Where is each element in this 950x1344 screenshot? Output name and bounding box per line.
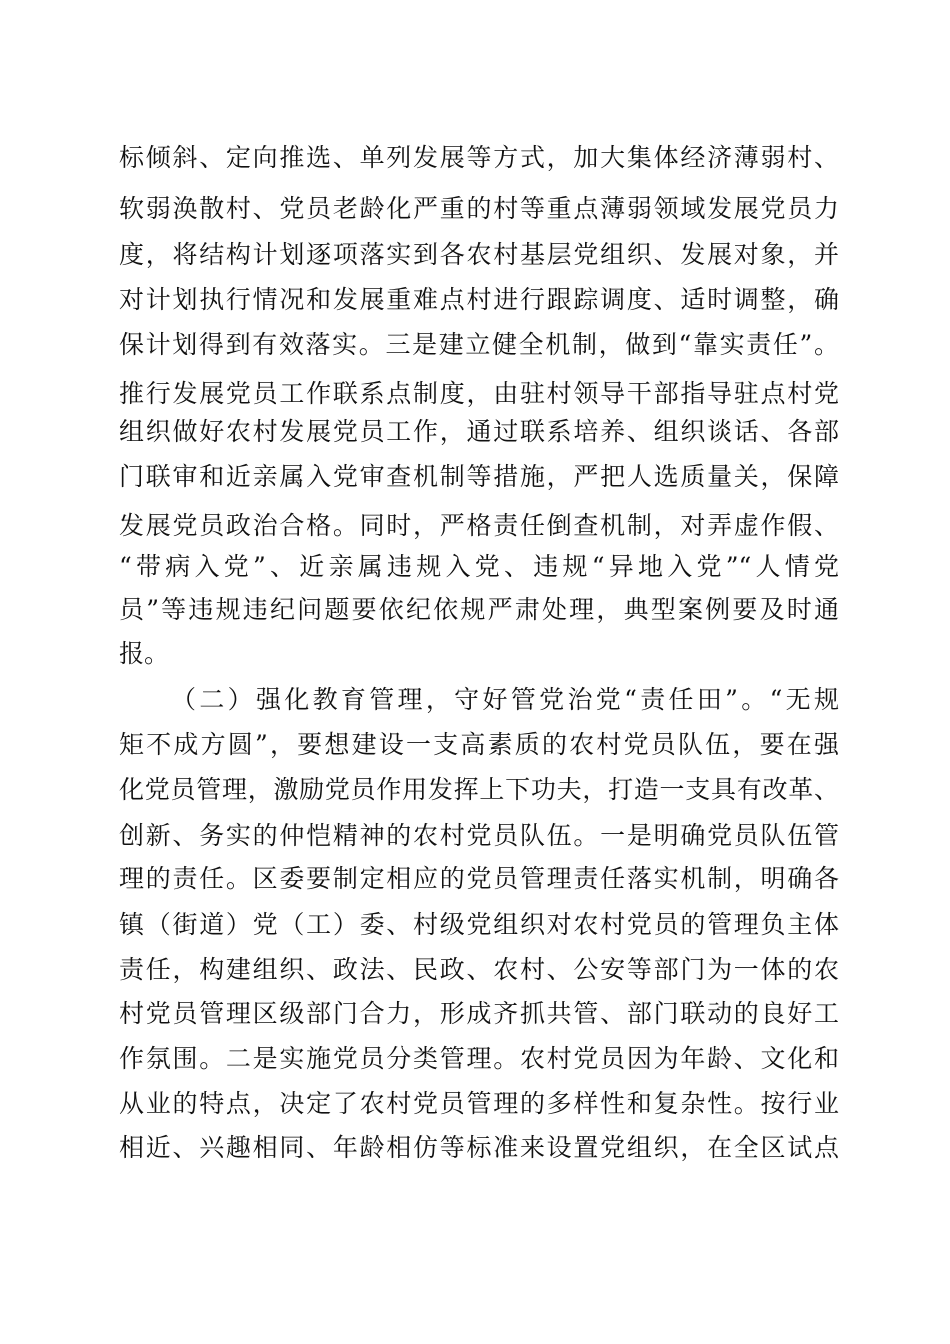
body-text-line: 从业的特点，决定了农村党员管理的多样性和复杂性。按行业	[119, 1089, 839, 1118]
body-text-line: 矩不成方圆”，要想建设一支高素质的农村党员队伍，要在强	[119, 730, 839, 759]
body-text-line: 镇（街道）党（工）委、村级党组织对农村党员的管理负主体	[119, 910, 839, 939]
body-text-line: 软弱涣散村、党员老龄化严重的村等重点薄弱领域发展党员力	[119, 194, 839, 223]
body-text-line: 员”等违规违纪问题要依纪依规严肃处理，典型案例要及时通	[119, 595, 839, 624]
body-text-line: 化党员管理，激励党员作用发挥上下功夫，打造一支具有改革、	[119, 775, 839, 804]
body-text-line: 责任，构建组织、政法、民政、农村、公安等部门为一体的农	[119, 955, 839, 984]
body-text-line: 作氛围。二是实施党员分类管理。农村党员因为年龄、文化和	[119, 1044, 839, 1073]
body-text-line: 创新、务实的仲恺精神的农村党员队伍。一是明确党员队伍管	[119, 821, 839, 850]
body-text-line: 对计划执行情况和发展重难点村进行跟踪调度、适时调整，确	[119, 285, 839, 314]
section-heading-line: （二）强化教育管理，守好管党治党“责任田”。“无规	[171, 685, 839, 714]
body-text-line: 保计划得到有效落实。三是建立健全机制，做到“靠实责任”。	[119, 330, 839, 359]
body-text-line: 理的责任。区委要制定相应的党员管理责任落实机制，明确各	[119, 864, 839, 893]
body-text-line: “带病入党”、近亲属违规入党、违规“异地入党”“人情党	[119, 552, 839, 581]
body-text-line: 报。	[119, 639, 170, 668]
body-text-line: 发展党员政治合格。同时，严格责任倒查机制，对弄虚作假、	[119, 511, 839, 540]
body-text-line: 相近、兴趣相同、年龄相仿等标准来设置党组织，在全区试点	[119, 1133, 839, 1162]
body-text-line: 度，将结构计划逐项落实到各农村基层党组织、发展对象，并	[119, 240, 839, 269]
body-text-line: 推行发展党员工作联系点制度，由驻村领导干部指导驻点村党	[119, 379, 839, 408]
body-text-line: 村党员管理区级部门合力，形成齐抓共管、部门联动的良好工	[119, 999, 839, 1028]
body-text-line: 组织做好农村发展党员工作，通过联系培养、组织谈话、各部	[119, 417, 839, 446]
body-text-line: 标倾斜、定向推选、单列发展等方式，加大集体经济薄弱村、	[119, 143, 839, 172]
body-text-line: 门联审和近亲属入党审查机制等措施，严把人选质量关，保障	[119, 462, 839, 491]
